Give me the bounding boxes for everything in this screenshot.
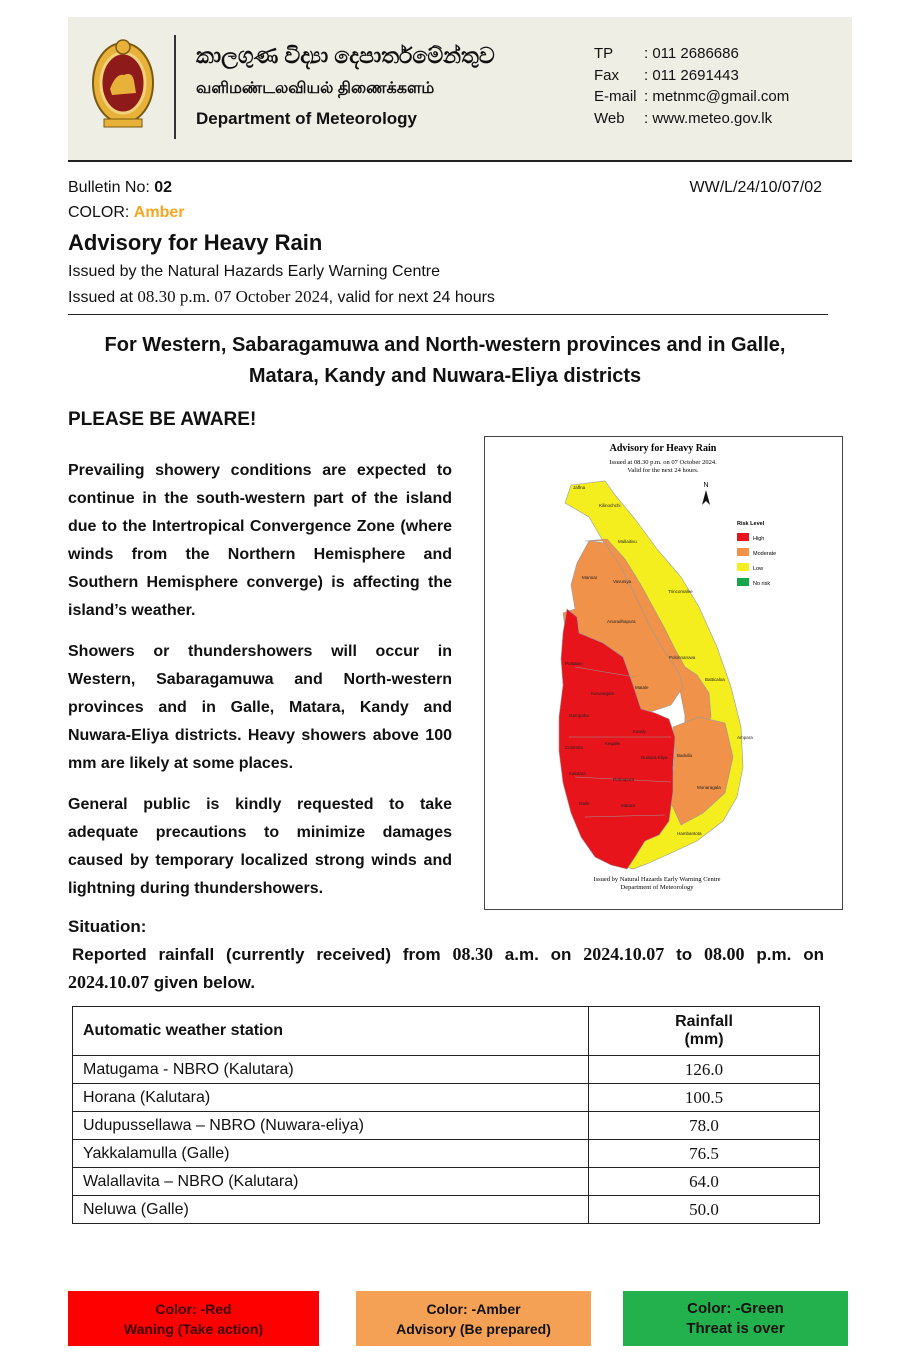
station-cell: Yakkalamulla (Galle) [73, 1140, 589, 1168]
district-label: Kilinochchi [599, 503, 621, 508]
header-line: (mm) [684, 1031, 724, 1048]
risk-map-svg [485, 437, 842, 909]
contact-block [594, 43, 789, 129]
district-label: Batticaloa [705, 677, 725, 682]
bulletin-number-label: Bulletin No: [68, 179, 155, 196]
paragraph: General public is kindly requested to take adequate precautions to minimize damages caused by temporary localized strong winds and lightning during thundershowers. [68, 796, 452, 897]
district-label: Kurunegala [591, 691, 615, 696]
station-cell: Udupussellawa – NBRO (Nuwara-eliya) [73, 1112, 589, 1140]
rainfall-cell: 76.5 [589, 1140, 820, 1168]
issued-at-suffix: , valid for next 24 hours [328, 289, 495, 306]
bulletin-number-value: 02 [154, 179, 173, 196]
table-row [73, 1084, 820, 1112]
issued-at-time: 08.30 p.m. 07 October 2024 [137, 287, 329, 306]
header-line: Rainfall [675, 1013, 733, 1030]
situation-date: 2024.10.07 [583, 944, 665, 964]
headline [30, 330, 860, 392]
map-footer: Issued by Natural Hazards Early Warning Centre [593, 876, 721, 883]
contact-row-tp [594, 43, 789, 65]
district-label: Colombo [565, 745, 584, 750]
map-footer: Department of Meteorology [620, 884, 694, 891]
north-arrow-icon [702, 490, 710, 505]
legend-box-line: Color: -Red [155, 1300, 232, 1317]
district-label: Trincomalee [668, 589, 693, 594]
table-row [73, 1196, 820, 1224]
legend-box-line: Color: -Green [687, 1299, 784, 1317]
district-label: Galle [579, 801, 590, 806]
district-label: Matale [635, 685, 649, 690]
legend-box-green [623, 1291, 848, 1346]
district-label: Puttalam [565, 661, 583, 666]
bulletin-color-value: Amber [133, 204, 185, 221]
legend-box-amber [356, 1291, 591, 1346]
divider [68, 314, 828, 315]
legend-label: No risk [753, 581, 771, 587]
map-legend [737, 521, 776, 587]
map-title: Advisory for Heavy Rain [609, 443, 717, 454]
contact-key: Web [594, 109, 625, 127]
north-label: N [703, 482, 709, 489]
situation-text: p.m. on [744, 945, 824, 964]
contact-row-fax [594, 65, 789, 87]
org-name-tamil: வளிமண்டலவியல் திணைக்களம் [196, 80, 435, 97]
district-label: Jaffna [573, 485, 586, 490]
legend-swatch [737, 563, 749, 571]
contact-key: E-mail [594, 88, 637, 105]
bulletin-color [68, 204, 184, 222]
situation-time: 08.00 [704, 944, 745, 964]
rainfall-cell: 100.5 [589, 1084, 820, 1112]
legend-label: High [753, 536, 765, 542]
district-label: Anuradhapura [607, 619, 636, 624]
contact-key: Fax [594, 66, 620, 84]
contact-value[interactable]: : www.meteo.gov.lk [644, 109, 773, 127]
station-cell: Horana (Kalutara) [73, 1084, 589, 1112]
map-subtitle: Valid for the next 24 hours. [627, 467, 699, 474]
district-label: Kalutara [569, 771, 586, 776]
situation-line [68, 972, 255, 993]
sri-lanka-emblem-icon [90, 37, 156, 133]
contact-value: : 011 2691443 [644, 66, 739, 84]
legend-box-red [68, 1291, 319, 1346]
issued-at-prefix: Issued at [68, 289, 138, 306]
district-label: Monaragala [697, 785, 721, 790]
headline-line: Matara, Kandy and Nuwara-Eliya districts [248, 365, 642, 387]
bulletin-ref: WW/L/24/10/07/02 [689, 179, 822, 196]
table-row [73, 1056, 820, 1084]
district-label: Mullaitivu [618, 539, 637, 544]
district-label: Hambantota [677, 831, 702, 836]
table-row [73, 1168, 820, 1196]
rainfall-cell: 50.0 [589, 1196, 820, 1224]
map-subtitle: Issued at 08.30 p.m. on 07 October 2024. [609, 459, 717, 466]
risk-map [484, 436, 843, 910]
district-label: Kandy [633, 729, 646, 734]
legend-box-line: Waning (Take action) [123, 1320, 264, 1337]
legend-box-line: Advisory (Be prepared) [396, 1320, 551, 1337]
bulletin-title: Advisory for Heavy Rain [68, 230, 323, 255]
aware-heading: PLEASE BE AWARE! [68, 409, 257, 430]
paragraph: Showers or thundershowers will occur in Western, Sabaragamuwa and North-western provinces and in Galle, Matara, Kandy and Nuwara-Eliya districts. Heavy showers above 100 mm are likely at some places. [68, 643, 452, 772]
table-header-rainfall [589, 1007, 820, 1056]
header-band [68, 17, 852, 162]
situation-line [72, 944, 824, 965]
contact-key: TP [594, 45, 614, 62]
org-name-sinhala: කාලගුණ විද්‍යා දෙපාර්තමේන්තුව [196, 43, 495, 68]
district-label: Nuwara Eliya [641, 755, 668, 760]
rainfall-table [72, 1006, 820, 1224]
header-divider [174, 35, 176, 139]
bulletin-color-label: COLOR: [68, 204, 134, 221]
situation-text: to [664, 945, 705, 964]
district-label: Kegalle [605, 741, 621, 746]
org-name-english: Department of Meteorology [196, 109, 418, 128]
rainfall-cell: 126.0 [589, 1056, 820, 1084]
district-label: Badulla [677, 753, 693, 758]
legend-swatch [737, 533, 749, 541]
paragraph: Prevailing showery conditions are expected to continue in the south-western part of the island due to the Intertropical Convergence Zone (where winds from the Northern Hemisphere and Southern Hemisphere converge) is affecting the island’s weather. [68, 462, 452, 619]
district-label: Matara [621, 803, 636, 808]
station-cell: Walallavita – NBRO (Kalutara) [73, 1168, 589, 1196]
station-cell: Matugama - NBRO (Kalutara) [73, 1056, 589, 1084]
contact-row-web [594, 108, 789, 130]
legend-swatch [737, 578, 749, 586]
situation-text: given below. [149, 973, 256, 992]
legend-box-line: Color: -Amber [426, 1300, 521, 1317]
legend-box-line: Threat is over [686, 1319, 785, 1337]
station-cell: Neluwa (Galle) [73, 1196, 589, 1224]
legend-label: Low [753, 566, 764, 572]
issued-at [68, 287, 495, 307]
legend-swatch [737, 548, 749, 556]
contact-value: : 011 2686686 [644, 45, 739, 62]
table-row [73, 1112, 820, 1140]
district-label: Polonnaruwa [669, 655, 696, 660]
district-label: Vavuniya [613, 579, 632, 584]
contact-value[interactable]: : metnmc@gmail.com [644, 88, 790, 105]
situation-text: a.m. on [492, 945, 584, 964]
district-label: Ratnapura [613, 777, 635, 782]
rainfall-cell: 78.0 [589, 1112, 820, 1140]
district-label: Ampara [737, 735, 753, 740]
legend-label: Moderate [753, 551, 777, 557]
issued-by: Issued by the Natural Hazards Early Warning Centre [68, 263, 441, 280]
contact-row-email [594, 86, 789, 108]
legend-title: Risk Level [737, 521, 765, 527]
district-label: Gampaha [569, 713, 589, 718]
situation-label: Situation: [68, 917, 147, 936]
bulletin-number [68, 179, 172, 197]
headline-line: For Western, Sabaragamuwa and North-western provinces and in Galle, [104, 334, 786, 356]
situation-text: Reported rainfall (currently received) from [72, 945, 453, 964]
table-row [73, 1140, 820, 1168]
district-label: Mannar [582, 575, 598, 580]
situation-time: 08.30 [452, 944, 493, 964]
rainfall-cell: 64.0 [589, 1168, 820, 1196]
situation-date: 2024.10.07 [68, 972, 149, 992]
table-header-row [73, 1007, 820, 1056]
table-header-station: Automatic weather station [73, 1007, 589, 1056]
